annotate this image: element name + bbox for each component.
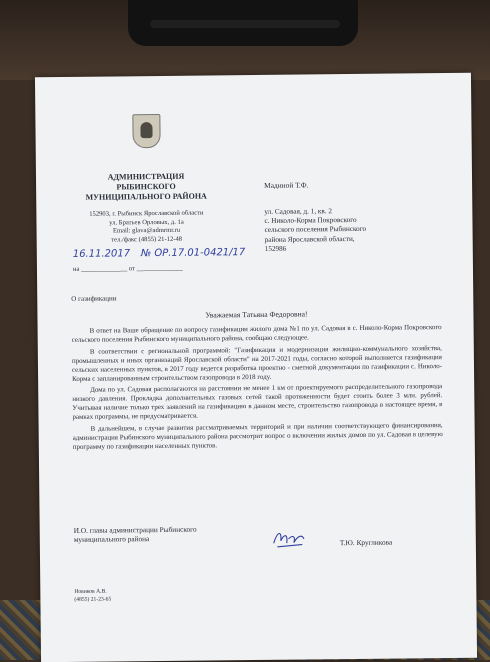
recipient-address-line: сельского поселения Рыбинского — [264, 225, 367, 235]
organization-address — [66, 209, 226, 245]
executor-name: Новиков А.В. — [74, 588, 107, 595]
reference-line: на ______________ от ______________ — [72, 264, 183, 273]
recipient-address-line: района Ярославской области, — [264, 234, 355, 244]
recipient-address-line: ул. Садовая, д. 1, кв. 2 — [264, 207, 333, 216]
letter-body — [72, 324, 443, 456]
org-line-3: МУНИЦИПАЛЬНОГО РАЙОНА — [85, 191, 207, 202]
address-line-2: ул. Братьев Орловых, д. 1а — [109, 218, 184, 227]
body-paragraph: В ответ на Ваше обращение по вопросу газификации жилого дома №1 по ул. Садовая в с. Николо-Корма Покровского сельского поселения Рыбинского муниципального района, сообщаю следующее. — [71, 324, 442, 344]
bear-emblem-icon — [140, 122, 152, 138]
signatory-title-line-1: И.О. главы администрации Рыбинского — [73, 524, 197, 535]
registration-number: № ОР.17.01-0421/17 — [140, 247, 246, 260]
body-paragraph: В соответствии с региональной программой: "Газификация и модернизация жилищно-коммунального хозяйства, промышленных и иных организаций Ярославской области" на 2017-2021 годы, согласно которой выполняется газификация сельских населенных пунктов, в 2017 году ведется разработка проектно - сметной документации по газификации с. Николо-Корма с запланированным строительством газопровода в 2018 году. — [71, 344, 443, 383]
registration-date: 16.11.2017 — [72, 248, 131, 260]
recipient-address-line: с. Николо-Корма Покровского — [264, 216, 357, 226]
executor-phone: (4855) 21-23-65 — [74, 596, 112, 603]
signatory-name: Т.Ю. Кругликова — [339, 537, 393, 548]
email-line: Email: glava@admrmr.ru — [112, 226, 181, 235]
handwritten-signature — [272, 526, 306, 548]
letter-greeting: Уважаемая Татьяна Федоровна! — [205, 309, 308, 320]
organization-name — [66, 171, 226, 203]
body-paragraph: В дальнейшем, в случае развития рассматриваемых территорий и при наличии соответствующего финансирования, администрация Рыбинского муниципального района рассмотрит вопрос о включении жилых домов по ул. Садовая в целевую программу по газификации населенных пунктов. — [72, 422, 443, 451]
letter-subject: О газификации — [71, 294, 117, 303]
signatory-title-line-2: муниципального района — [73, 534, 150, 545]
org-line-2: РЫБИНСКОГО — [116, 181, 176, 192]
coat-of-arms-icon — [132, 114, 160, 148]
org-line-1: АДМИНИСТРАЦИЯ — [107, 171, 185, 182]
signatory-title — [74, 524, 234, 544]
body-paragraph: Дома по ул. Садовая располагаются на расстоянии не менее 1 км от проектируемого распределительного газопровода низкого давления. Прокладка дополнительных газовых сетей такой протяженности будет стоить более 3 млн. рублей. Учитывая наличие только трех заявлений на газификацию в данном месте, строительство газопровода в настоящее время, в рамках программы, не предусматривается. — [72, 383, 443, 422]
phone-line: тел./факс (4855) 21-12-48 — [111, 235, 183, 244]
bag-strap — [150, 20, 340, 28]
recipient-name: Мадиной Т.Ф. — [264, 180, 309, 190]
executor-info — [74, 589, 111, 605]
letter-sheet — [35, 73, 477, 662]
address-line-1: 152903, г. Рыбинск Ярославской области — [89, 209, 204, 218]
recipient-address — [264, 206, 434, 254]
recipient-address-line: 152986 — [264, 244, 287, 253]
